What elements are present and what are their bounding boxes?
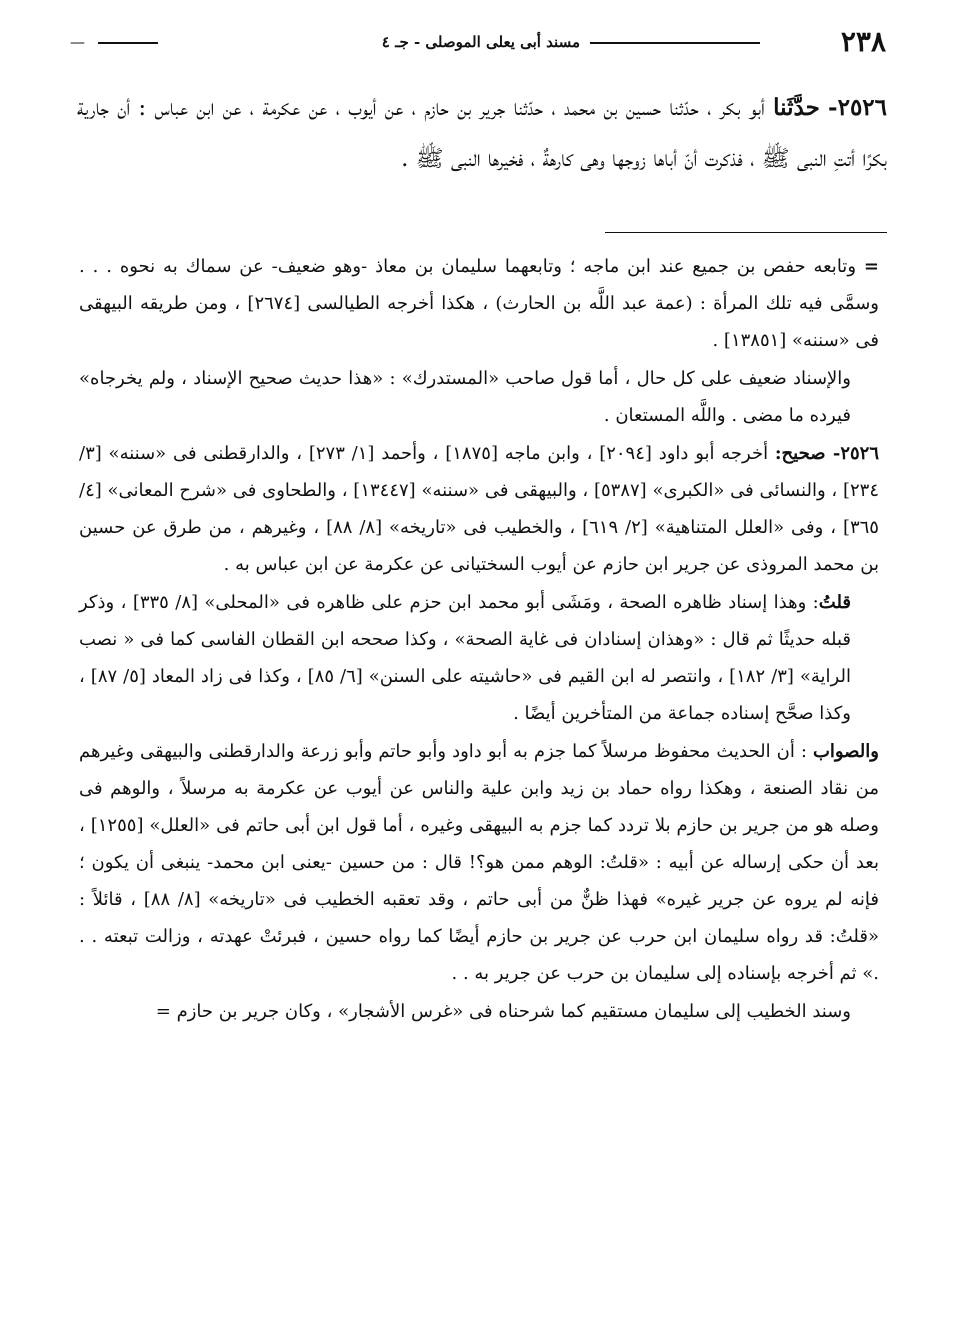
footnote-takhrij — [79, 435, 879, 583]
header-rule — [98, 42, 158, 44]
running-header — [70, 22, 886, 62]
continuation-mark: = — [863, 256, 879, 277]
footnote-text: : وهذا إسناد ظاهره الصحة ، ومَشَى أبو محمد ابن حزم على ظاهره فى «المحلى» [٨/ ٣٣٥] ، وذكر قبله حديثًا ثم قال : «وهذان إسنادان فى غاية الصحة» ، وكذا صححه ابن القطان الفاسى كما فى « نصب الراية» [٣/ ١٨٢] ، وانتصر له ابن القيم فى «حاشيته على السنن» [٦/ ٨٥] ، وكذا فى زاد المعاد [٥/ ٨٧] ، وكذا صحَّح إسناده جماعة من المتأخرين أيضًا . — [79, 592, 851, 724]
footnote-text: والإسناد ضعيف على كل حال ، أما قول صاحب «المستدرك» : «هذا حديث صحيح الإسناد ، ولم يخرجاه» فيرده ما مضى . واللَّه المستعان . — [79, 368, 851, 426]
footnote-label: قلتُ — [818, 592, 852, 613]
footnote-label: والصواب — [812, 741, 879, 762]
footnote-paragraph — [79, 584, 879, 732]
narration-word: حدَّثَنا — [773, 94, 820, 121]
footnote-text: وسند الخطيب إلى سليمان مستقيم كما شرحناه فى «غرس الأشجار» ، وكان جرير بن حازم = — [155, 1001, 851, 1022]
hadith-number-dash: - — [828, 94, 838, 121]
footnote-text: وتابعه حفص بن جميع عند ابن ماجه ؛ وتابعهما سليمان بن معاذ -وهو ضعيف- عن سماك به نحوه . . . وسمَّى فيه تلك المرأة : (عمة عبد اللَّه بن الحارث) ، هكذا أخرجه الطيالسى [٢٦٧٤] ، ومن طريقه البيهقى فى «سننه» [١٣٨٥١] . — [79, 256, 879, 351]
footnote-separator — [605, 232, 887, 233]
page-number: ٢٣٨ — [840, 25, 886, 58]
hadith-body: أبو بكر ، حدّثنا حسين بن محمد ، حدّثنا جرير بن حازم ، عن أيوب ، عن عكرمة ، عن ابن عباس : أن جارية بكرًا أتتِ النبى ﷺ ، فذكرت أنّ أباها زوجها وهى كارهةٌ ، فخيرها النبى ﷺ . — [77, 95, 887, 172]
book-title: مسند أبى يعلى الموصلى - جـ ٤ — [381, 33, 580, 51]
hadith-number: ٢٥٢٦ — [837, 94, 888, 121]
footnote-paragraph — [79, 993, 879, 1030]
footnote-text: أخرجه أبو داود [٢٠٩٤] ، وابن ماجه [١٨٧٥] ، وأحمد [١/ ٢٧٣] ، والدارقطنى فى «سننه» [٣/ ٢٣٤] ، والنسائى فى «الكبرى» [٥٣٨٧] ، والبيهقى فى «سننه» [١٣٤٤٧] ، والطحاوى فى «شرح المعانى» [٤/ ٣٦٥] ، وفى «العلل المتناهية» [٢/ ٦١٩] ، والخطيب فى «تاريخه» [٨/ ٨٨] ، وغيرهم ، من طرق عن حسين بن محمد المروذى عن جرير ابن حازم عن أيوب السختيانى عن عكرمة عن ابن عباس به . — [79, 443, 880, 575]
footnotes — [79, 248, 879, 1031]
footnote-continuation — [79, 248, 879, 359]
footnote-text: : أن الحديث محفوظ مرسلاً كما جزم به أبو داود وأبو حاتم وأبو زرعة والدارقطنى والبيهقى وغيرهم من نقاد الصنعة ، وهكذا رواه حماد بن زيد وابن علية والناس عن أيوب عن عكرمة به مرسلاً ، والوهم فى وصله هو من جرير بن حازم بلا تردد كما جزم به البيهقى وغيره ، أما قول ابن أبى حاتم فى «العلل» [١٢٥٥] ، بعد أن حكى إرساله عن أبيه : «قلتُ: الوهم ممن هو؟! قال : من حسين -يعنى ابن محمد- ينبغى أن يكون ؛ فإنه لم يروه عن جرير غيره» فهذا ظنٌّ من أبى حاتم ، وقد تعقبه الخطيب فى «تاريخه» [٨/ ٨٨] ، قائلاً : «قلتُ: قد رواه سليمان ابن حرب عن جرير بن حازم أيضًا كما رواه حسين ، فبرئتْ عهدته ، وزالت تبعته . . .» ثم أخرجه بإسناده إلى سليمان بن حرب عن جرير به . . — [79, 741, 879, 984]
footnote-paragraph — [79, 360, 879, 434]
footnote-paragraph — [79, 733, 879, 992]
footnote-number: ٢٥٢٦- صحيح: — [774, 443, 879, 464]
header-rule — [590, 42, 760, 44]
hadith-text — [77, 82, 887, 185]
header-end-dash: — — [70, 33, 85, 51]
